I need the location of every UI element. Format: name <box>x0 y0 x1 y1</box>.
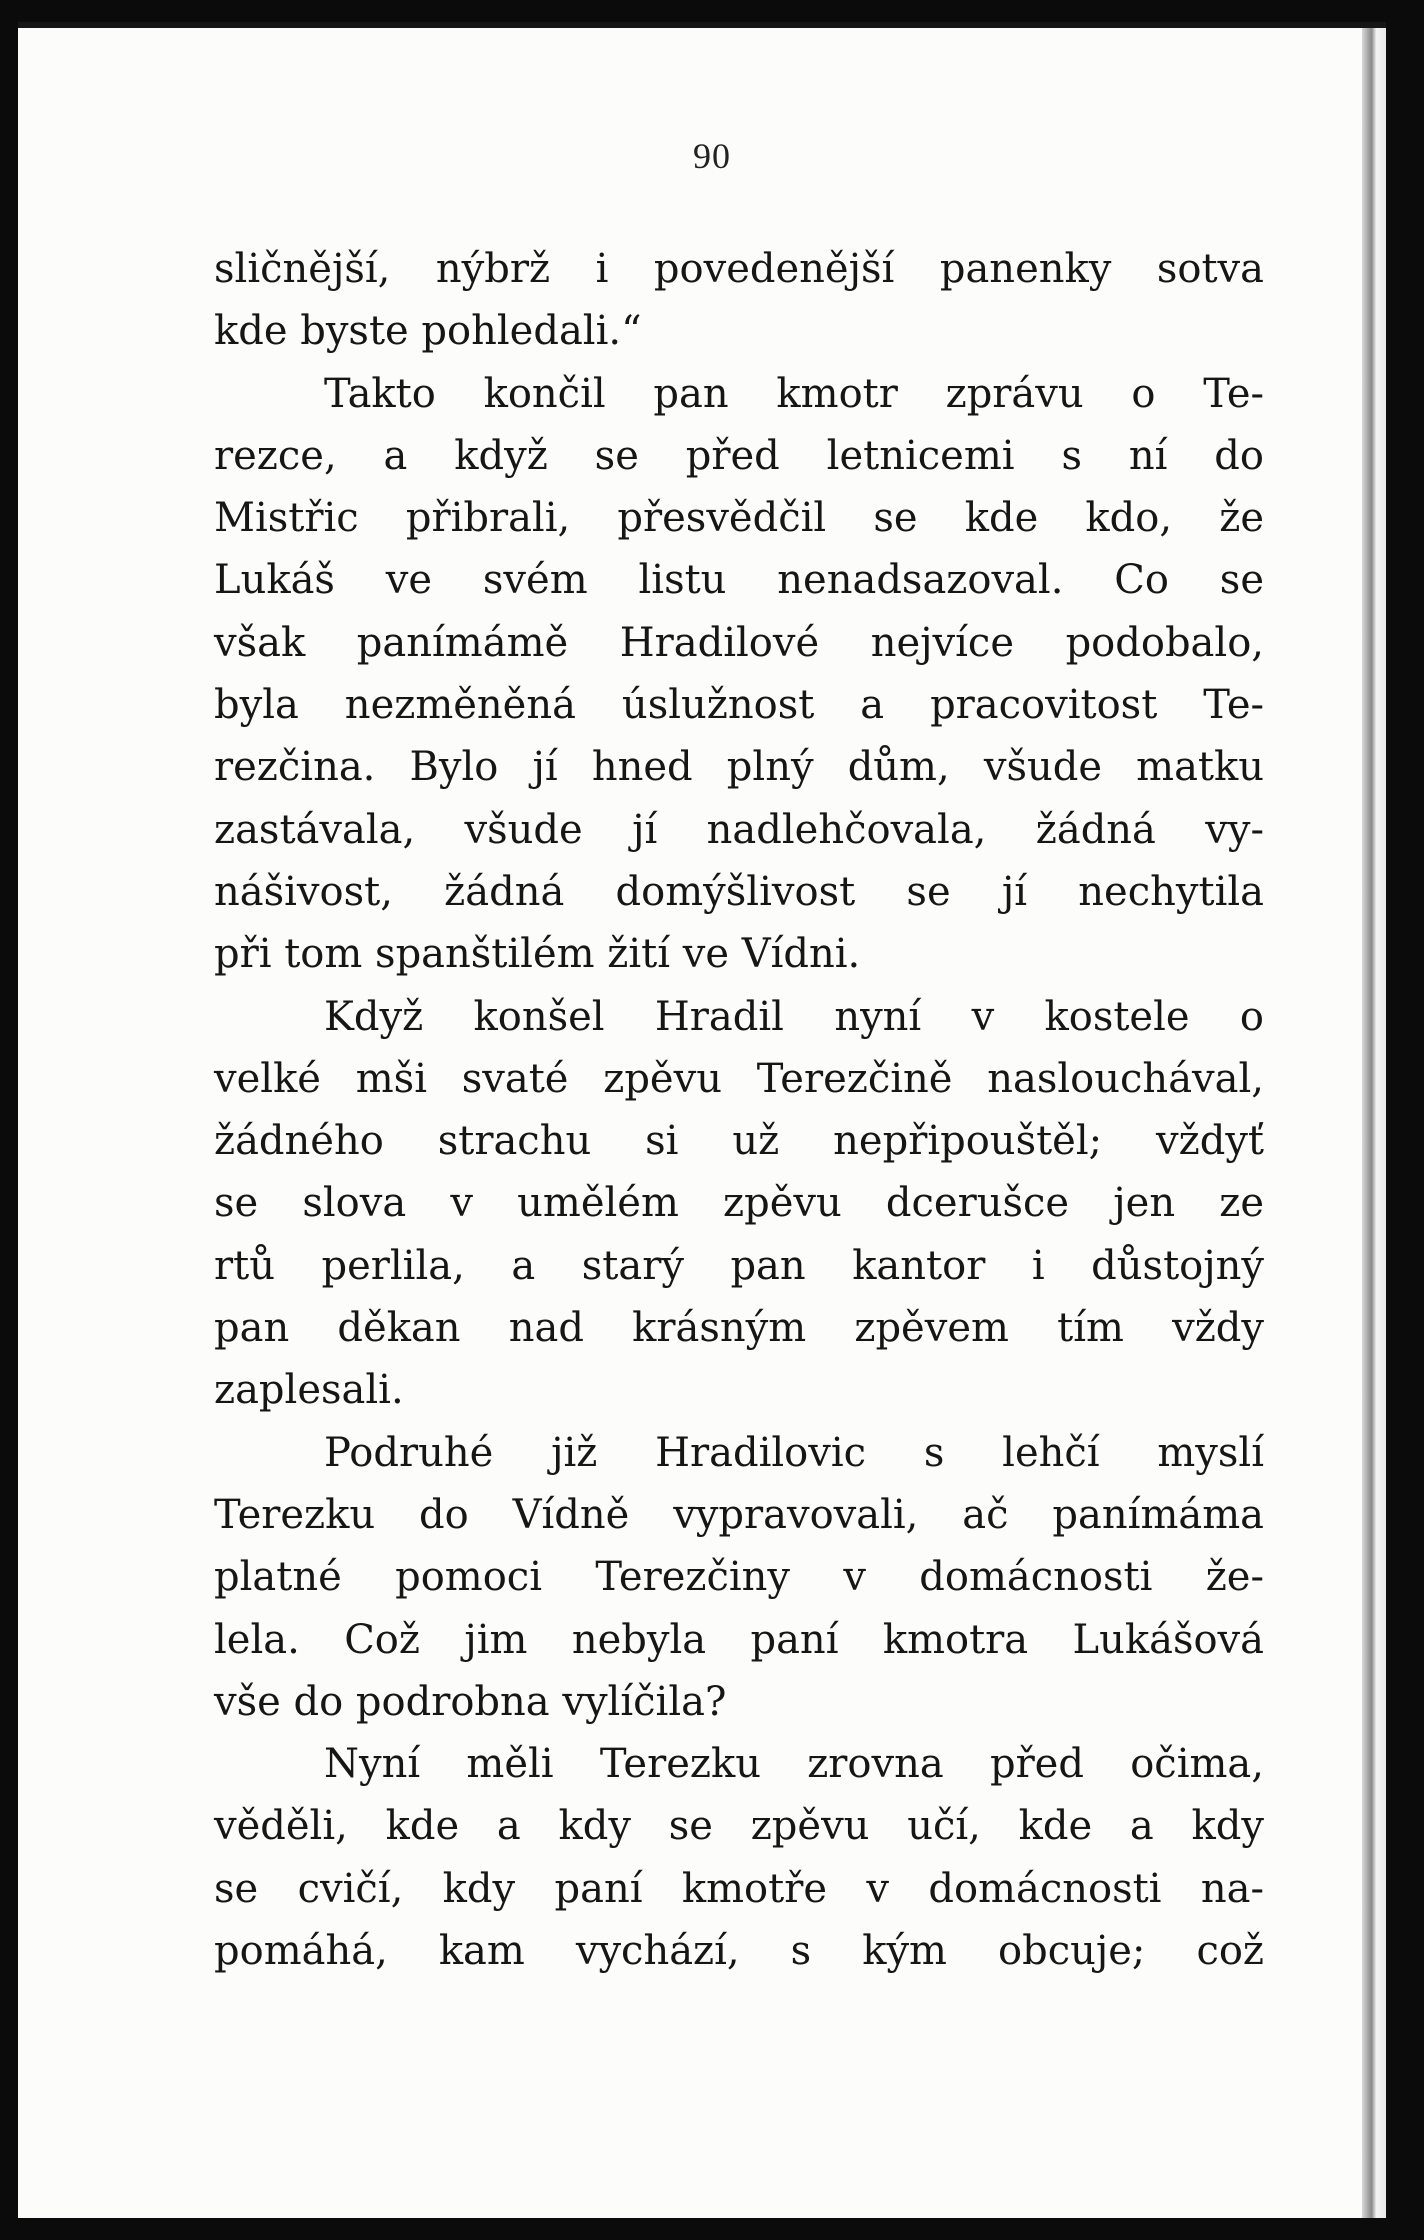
text-line: pan děkan nad krásným zpěvem tím vždy <box>214 1305 1264 1352</box>
text-line: lela. Což jim nebyla paní kmotra Lukášová <box>214 1616 1264 1663</box>
text-line: kde byste pohledali.“ <box>214 308 642 355</box>
text-line: zaplesali. <box>214 1367 404 1414</box>
text-line: Podruhé již Hradilovic s lehčí myslí <box>324 1429 1264 1476</box>
text-line: pomáhá, kam vychází, s kým obcuje; což <box>214 1928 1264 1975</box>
text-line: Nyní měli Terezku zrovna před očima, <box>324 1741 1264 1788</box>
text-line: velké mši svaté zpěvu Terezčině naslouchával, <box>214 1055 1264 1102</box>
text-line: rezčina. Bylo jí hned plný dům, všude matku <box>214 744 1264 791</box>
text-line: rezce, a když se před letnicemi s ní do <box>214 432 1264 479</box>
text-line: však panímámě Hradilové nejvíce podobalo, <box>214 619 1264 666</box>
text-line: Když konšel Hradil nyní v kostele o <box>324 993 1264 1040</box>
text-line: při tom spanštilém žití ve Vídni. <box>214 931 861 978</box>
page-gutter <box>1362 28 1386 2218</box>
text-line: věděli, kde a kdy se zpěvu učí, kde a kdy <box>214 1803 1264 1850</box>
text-line: Takto končil pan kmotr zprávu o Te- <box>324 370 1264 417</box>
text-line: Lukáš ve svém listu nenadsazoval. Co se <box>214 557 1264 604</box>
text-line: byla nezměněná úslužnost a pracovitost Te- <box>214 682 1264 729</box>
text-line: se cvičí, kdy paní kmotře v domácnosti na- <box>214 1865 1264 1912</box>
text-line: se slova v umělém zpěvu dcerušce jen ze <box>214 1180 1264 1227</box>
text-line: sličnější, nýbrž i povedenější panenky sotva <box>214 246 1264 292</box>
text-line: žádného strachu si už nepřipouštěl; vždyť <box>214 1118 1264 1165</box>
text-line: Terezku do Vídně vypravovali, ač panímáma <box>214 1491 1264 1538</box>
text-line: vše do podrobna vylíčila? <box>214 1678 727 1725</box>
body-text <box>214 238 1264 1982</box>
text-line: rtů perlila, a starý pan kantor i důstojný <box>214 1242 1264 1289</box>
text-line: nášivost, žádná domýšlivost se jí nechytila <box>214 868 1264 915</box>
text-line: zastávala, všude jí nadlehčovala, žádná vy- <box>214 806 1264 853</box>
text-line: Mistřic přibrali, přesvědčil se kde kdo, že <box>214 495 1264 542</box>
text-line: platné pomoci Terezčiny v domácnosti že- <box>214 1554 1264 1601</box>
page-number: 90 <box>693 136 731 176</box>
